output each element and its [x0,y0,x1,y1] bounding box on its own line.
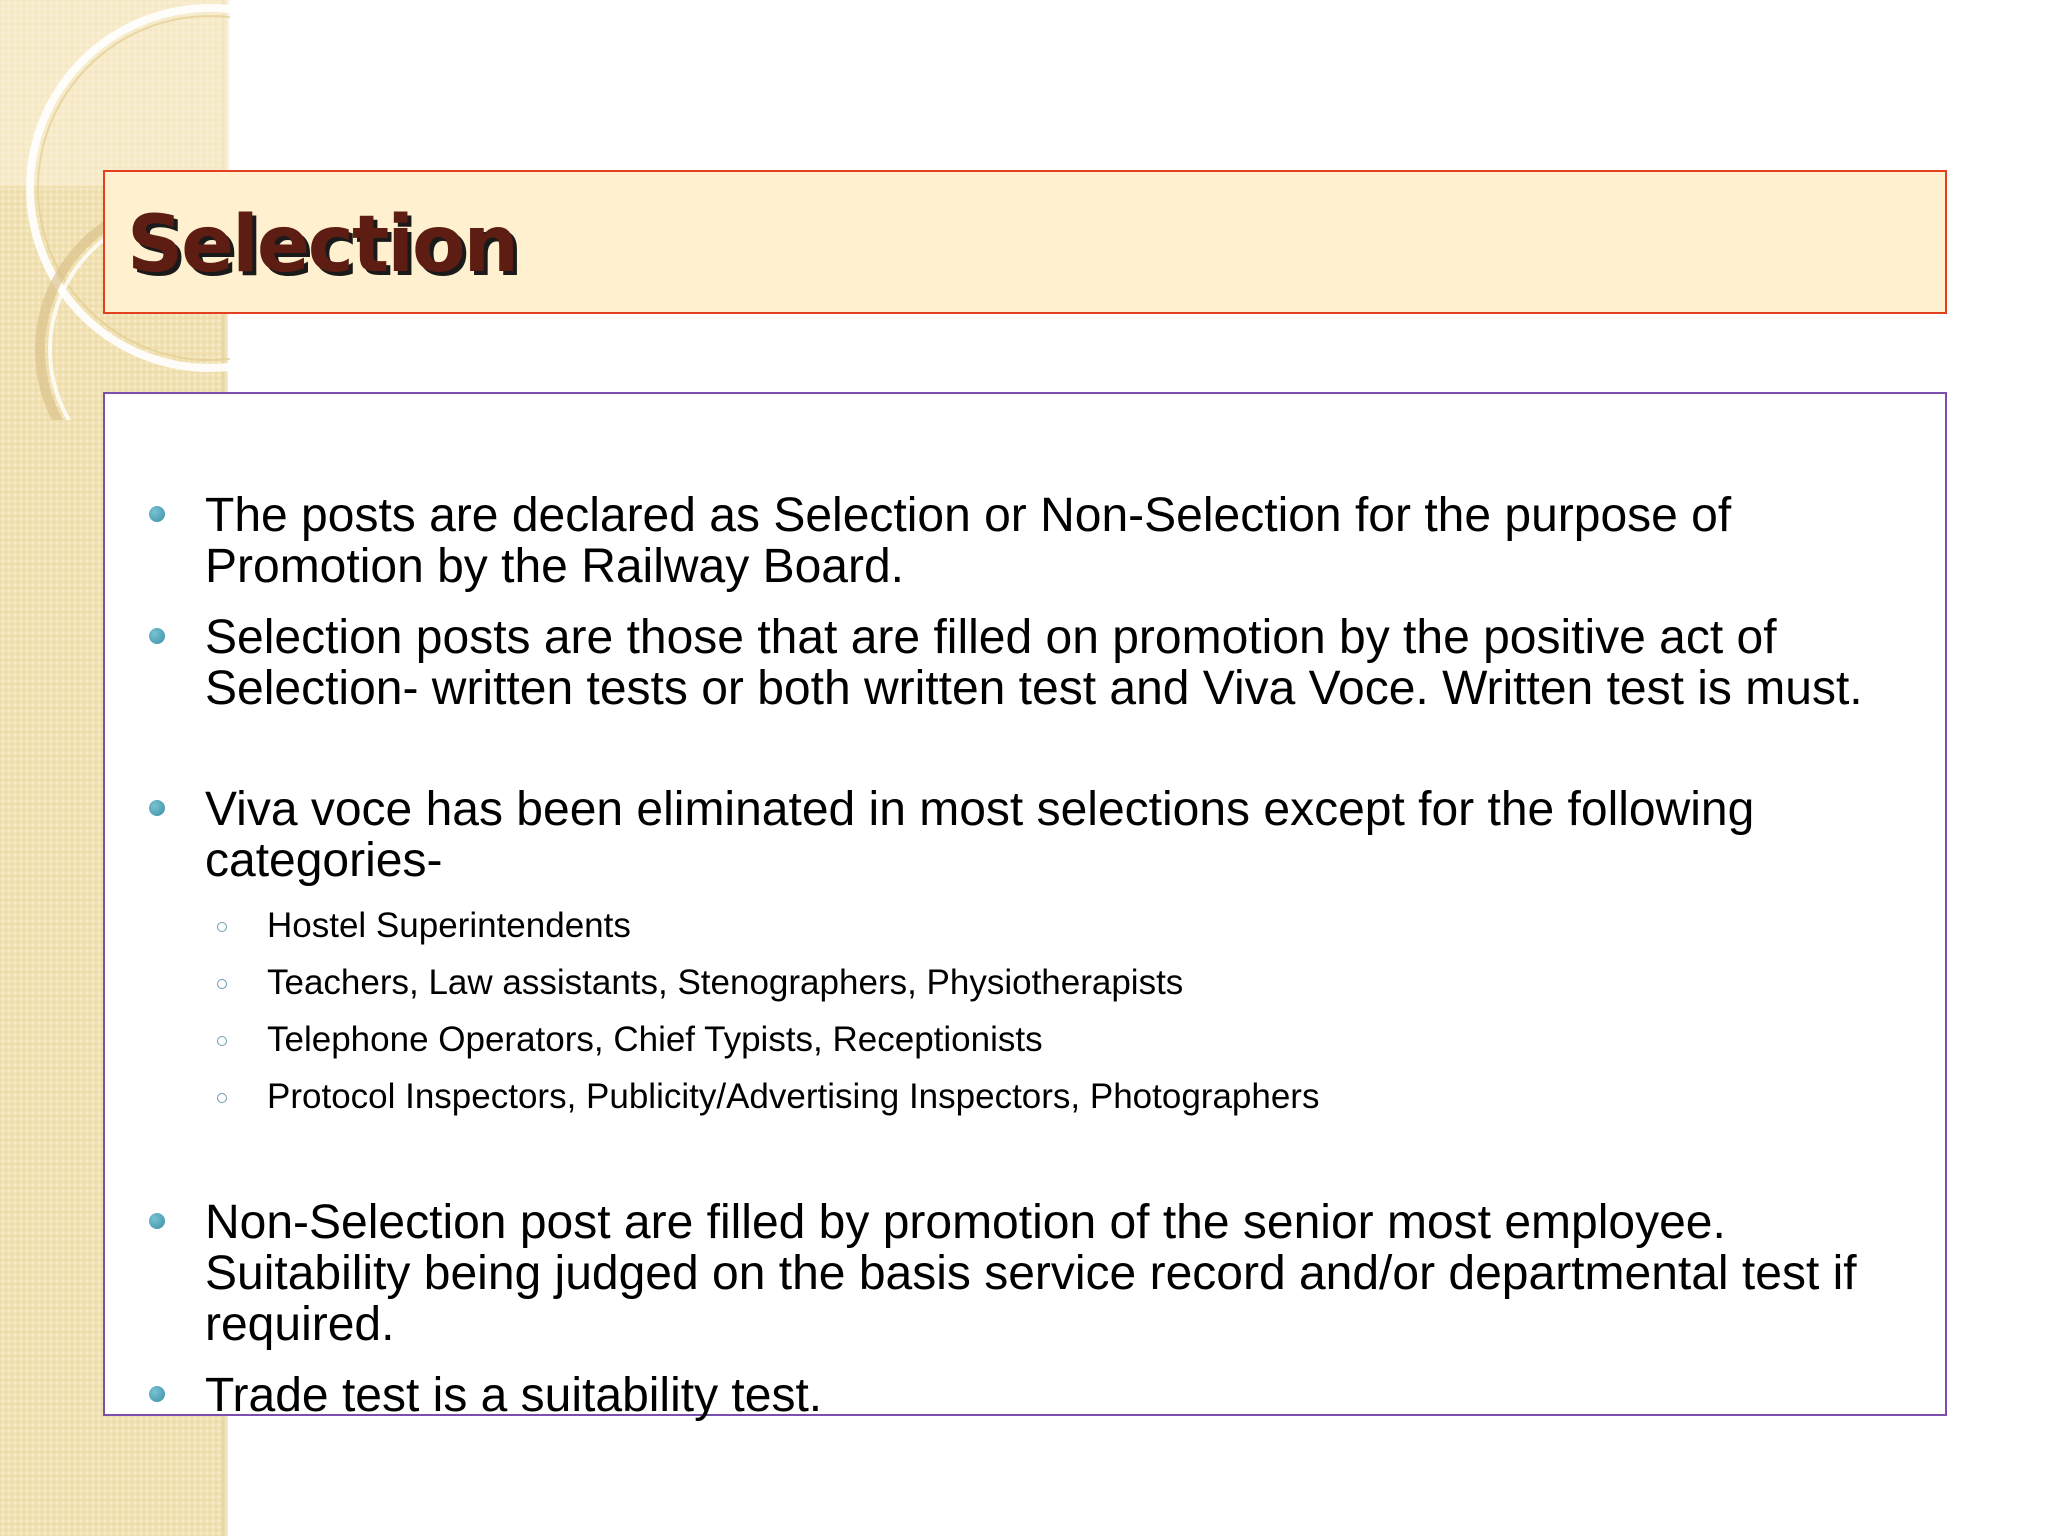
sub-bullet-text: Telephone Operators, Chief Typists, Receptionists [267,1020,1043,1059]
bullet-dot-icon [149,800,165,816]
bullet-dot-icon [149,628,165,644]
sub-bullet-ring-icon [217,1093,227,1103]
sub-bullet-ring-icon [217,1036,227,1046]
content-box [103,392,1947,1422]
title-box [103,170,1947,314]
bullet-text: Viva voce has been eliminated in most selections except for the following categories- [205,783,1755,887]
bullet-dot-icon [149,506,165,522]
slide-title: Selection [127,200,518,290]
sub-bullet-text: Hostel Superintendents [267,906,631,945]
sub-bullet-ring-icon [217,922,227,932]
sub-bullet-ring-icon [217,979,227,989]
bullet-text: The posts are declared as Selection or Non-Selection for the purpose of Promotion by the Railway Board. [205,489,1732,593]
bullet-dot-icon [149,1213,165,1229]
bullet-dot-icon [149,1386,165,1402]
sub-bullet-text: Protocol Inspectors, Publicity/Advertising Inspectors, Photographers [267,1077,1320,1116]
bullet-text: Trade test is a suitability test. [205,1369,823,1422]
bullet-text: Selection posts are those that are filled on promotion by the positive act of Selection- written tests or both written test and Viva Voce. Written test is must. [205,611,1863,715]
bullet-text: Non-Selection post are filled by promotion of the senior most employee. Suitability being judged on the basis service record and/or departmental test if required. [205,1196,1857,1351]
sub-bullet-text: Teachers, Law assistants, Stenographers, Physiotherapists [267,963,1184,1002]
